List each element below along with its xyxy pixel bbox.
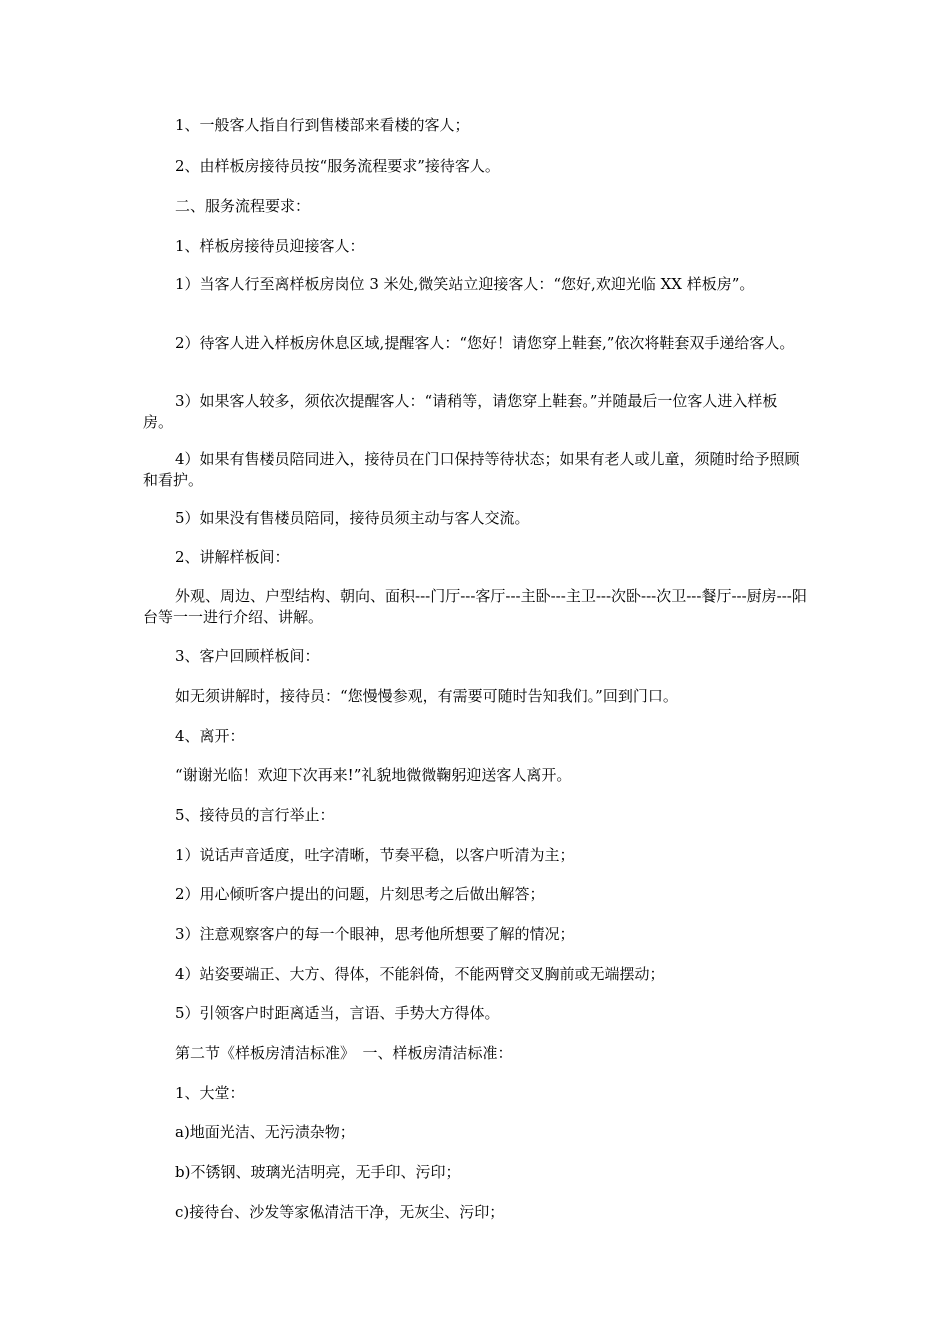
paragraph-13: 如无须讲解时，接待员：“您慢慢参观，有需要可随时告知我们。”回到门口。 (175, 687, 678, 705)
paragraph-7: 3）如果客人较多，须依次提醒客人：“请稍等，请您穿上鞋套。”并随最后一位客人进入样板房。 (143, 392, 778, 431)
paragraph-11: 外观、周边、户型结构、朝向、面积---门厅---客厅---主卧---主卫---次卧---次卫---餐厅---厨房---阳台等一一进行介绍、讲解。 (143, 587, 807, 626)
section-heading-cleaning-standard: 第二节《样板房清洁标准》 一、样板房清洁标准： (175, 1044, 513, 1062)
paragraph-8: 4）如果有售楼员陪同进入，接待员在门口保持等待状态；如果有老人或儿童，须随时给予照顾和看护。 (143, 450, 800, 489)
paragraph-19: 3）注意观察客户的每一个眼神，思考他所想要了解的情况； (175, 925, 575, 943)
paragraph-9: 5）如果没有售楼员陪同，接待员须主动与客人交流。 (175, 509, 530, 527)
paragraph-10: 2、讲解样板间： (175, 548, 290, 566)
paragraph-16: 5、接待员的言行举止： (175, 806, 335, 824)
paragraph-6: 2）待客人进入样板房休息区域,提醒客人：“您好！请您穿上鞋套,”依次将鞋套双手递给客人。 (175, 334, 795, 352)
paragraph-12: 3、客户回顾样板间： (175, 647, 320, 665)
paragraph-26: c)接待台、沙发等家俬清洁干净，无灰尘、污印； (175, 1203, 505, 1221)
paragraph-23: 1、大堂： (175, 1084, 245, 1102)
paragraph-21: 5）引领客户时距离适当，言语、手势大方得体。 (175, 1004, 500, 1022)
paragraph-25: b)不锈钢、玻璃光洁明亮，无手印、污印； (175, 1163, 461, 1181)
paragraph-20: 4）站姿要端正、大方、得体，不能斜倚，不能两臂交叉胸前或无端摆动； (175, 965, 665, 983)
paragraph-24: a)地面光洁、无污渍杂物； (175, 1123, 355, 1141)
paragraph-2: 2、由样板房接待员按“服务流程要求”接待客人。 (175, 157, 500, 175)
paragraph-1: 1、一般客人指自行到售楼部来看楼的客人； (175, 116, 470, 134)
paragraph-14: 4、离开： (175, 727, 245, 745)
section-heading-service-process: 二、服务流程要求： (175, 197, 311, 215)
paragraph-17: 1）说话声音适度，吐字清晰，节奏平稳，以客户听清为主； (175, 846, 575, 864)
paragraph-4: 1、样板房接待员迎接客人： (175, 237, 365, 255)
paragraph-15: “谢谢光临！欢迎下次再来!”礼貌地微微鞠躬迎送客人离开。 (175, 766, 572, 784)
paragraph-18: 2）用心倾听客户提出的问题，片刻思考之后做出解答； (175, 885, 545, 903)
paragraph-5: 1）当客人行至离样板房岗位 3 米处,微笑站立迎接客人：“您好,欢迎光临 XX 样板房”。 (175, 275, 755, 293)
